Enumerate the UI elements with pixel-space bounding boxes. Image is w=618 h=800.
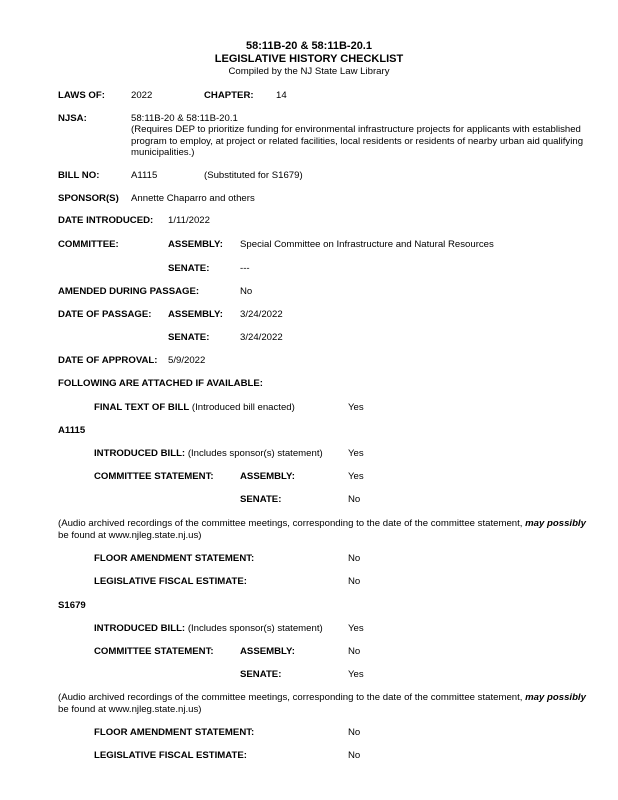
a1115-floor-label: FLOOR AMENDMENT STATEMENT:	[94, 553, 255, 564]
chapter-label: CHAPTER:	[204, 90, 254, 101]
final-text-label: FINAL TEXT OF BILL	[94, 402, 190, 413]
s1679-heading: S1679	[58, 600, 86, 611]
s1679-assembly-label: ASSEMBLY:	[240, 646, 295, 657]
a1115-audio-note-line2: be found at www.njleg.state.nj.us)	[58, 530, 202, 541]
document-title: 58:11B-20 & 58:11B-20.1	[246, 40, 372, 52]
passage-senate-value: 3/24/2022	[240, 332, 283, 343]
committee-senate-value: ---	[240, 263, 250, 274]
a1115-audio-text: (Audio archived recordings of the committee meetings, corresponding to the date of the committee statement,	[58, 518, 526, 529]
s1679-senate-label: SENATE:	[240, 669, 282, 680]
s1679-floor-label: FLOOR AMENDMENT STATEMENT:	[94, 727, 255, 738]
approval-label: DATE OF APPROVAL:	[58, 355, 158, 366]
a1115-floor-value: No	[348, 553, 361, 564]
compiled-by: Compiled by the NJ State Law Library	[228, 66, 390, 77]
a1115-audio-emphasis: may possibly	[525, 518, 586, 529]
s1679-senate-value: Yes	[348, 669, 364, 680]
final-text-value: Yes	[348, 402, 364, 413]
bill-substituted-note: (Substituted for S1679)	[204, 170, 303, 181]
passage-senate-label: SENATE:	[168, 332, 210, 343]
attached-heading: FOLLOWING ARE ATTACHED IF AVAILABLE:	[58, 378, 263, 389]
laws-of-value: 2022	[131, 90, 153, 101]
a1115-heading: A1115	[58, 425, 86, 436]
s1679-assembly-value: No	[348, 646, 361, 657]
a1115-introduced-row	[94, 448, 323, 459]
s1679-audio-note-line2: be found at www.njleg.state.nj.us)	[58, 704, 202, 715]
s1679-committee-label: COMMITTEE STATEMENT:	[94, 646, 214, 657]
final-text-note: (Introduced bill enacted)	[191, 402, 295, 413]
a1115-assembly-value: Yes	[348, 471, 364, 482]
s1679-audio-note-line1	[58, 692, 586, 703]
approval-value: 5/9/2022	[168, 355, 206, 366]
njsa-description: (Requires DEP to prioritize funding for environmental infrastructure projects for applicants with established program to employ, at project or related facilities, local residents or residents of nearby urban aid qualifying municipalities.)	[131, 124, 584, 158]
a1115-senate-label: SENATE:	[240, 494, 282, 505]
s1679-fiscal-label: LEGISLATIVE FISCAL ESTIMATE:	[94, 750, 247, 761]
document-subtitle: LEGISLATIVE HISTORY CHECKLIST	[214, 53, 404, 65]
s1679-floor-value: No	[348, 727, 361, 738]
passage-label: DATE OF PASSAGE:	[58, 309, 152, 320]
chapter-value: 14	[276, 90, 287, 101]
s1679-introduced-label: INTRODUCED BILL:	[94, 623, 186, 634]
a1115-fiscal-value: No	[348, 576, 361, 587]
s1679-introduced-row	[94, 623, 323, 634]
bill-no-label: BILL NO:	[58, 170, 100, 181]
sponsor-value: Annette Chaparro and others	[131, 193, 255, 204]
bill-no-value: A1115	[131, 170, 158, 181]
njsa-value: 58:11B-20 & 58:11B-20.1	[131, 113, 238, 124]
a1115-assembly-label: ASSEMBLY:	[240, 471, 295, 482]
s1679-audio-emphasis: may possibly	[525, 692, 586, 703]
a1115-fiscal-label: LEGISLATIVE FISCAL ESTIMATE:	[94, 576, 247, 587]
a1115-senate-value: No	[348, 494, 361, 505]
committee-assembly-value: Special Committee on Infrastructure and Natural Resources	[240, 239, 494, 250]
a1115-committee-label: COMMITTEE STATEMENT:	[94, 471, 214, 482]
amended-value: No	[240, 286, 253, 297]
a1115-audio-note-line1	[58, 518, 586, 529]
date-introduced-value: 1/11/2022	[168, 215, 210, 226]
passage-assembly-value: 3/24/2022	[240, 309, 283, 320]
laws-of-label: LAWS OF:	[58, 90, 105, 101]
s1679-audio-text: (Audio archived recordings of the committee meetings, corresponding to the date of the committee statement,	[58, 692, 526, 703]
njsa-label: NJSA:	[58, 113, 87, 124]
final-text-row	[94, 402, 295, 413]
s1679-introduced-value: Yes	[348, 623, 364, 634]
committee-senate-label: SENATE:	[168, 263, 210, 274]
a1115-introduced-value: Yes	[348, 448, 364, 459]
committee-label: COMMITTEE:	[58, 239, 119, 250]
a1115-introduced-note: (Includes sponsor(s) statement)	[187, 448, 323, 459]
a1115-introduced-label: INTRODUCED BILL:	[94, 448, 186, 459]
sponsor-label: SPONSOR(S)	[58, 193, 119, 204]
passage-assembly-label: ASSEMBLY:	[168, 309, 223, 320]
amended-label: AMENDED DURING PASSAGE:	[58, 286, 200, 297]
s1679-introduced-note: (Includes sponsor(s) statement)	[187, 623, 323, 634]
s1679-fiscal-value: No	[348, 750, 361, 761]
committee-assembly-label: ASSEMBLY:	[168, 239, 223, 250]
date-introduced-label: DATE INTRODUCED:	[58, 215, 154, 226]
